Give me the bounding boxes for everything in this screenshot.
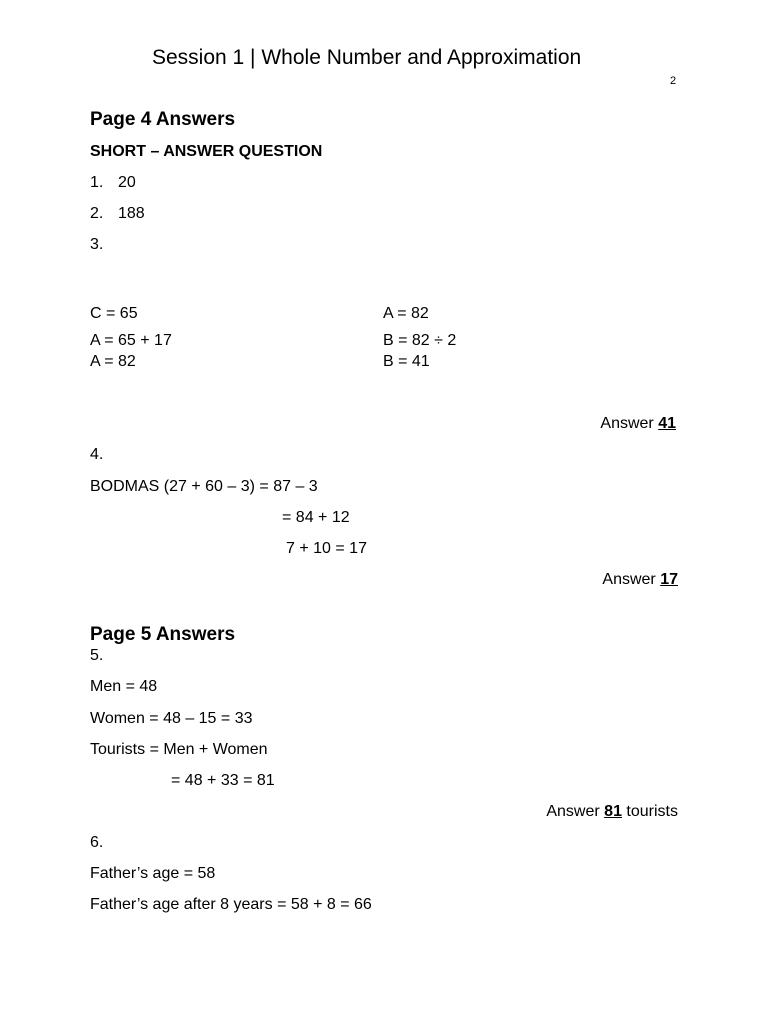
- q4-answer: [602, 571, 678, 589]
- answer-unit: tourists: [626, 803, 678, 820]
- q6-line: Father’s age = 58: [90, 865, 216, 882]
- q6-line: Father’s age after 8 years = 58 + 8 = 66: [90, 896, 372, 913]
- question-2-answer: 188: [118, 205, 145, 222]
- q5-answer: [546, 803, 678, 821]
- q5-line: Tourists = Men + Women: [90, 741, 268, 758]
- question-6-number: 6.: [90, 834, 104, 851]
- q4-line: BODMAS (27 + 60 – 3) = 87 – 3: [90, 478, 318, 495]
- q5-line: Women = 48 – 15 = 33: [90, 710, 253, 727]
- q3-left-line: A = 65 + 17: [90, 332, 172, 349]
- page5-heading: Page 5 Answers: [90, 624, 236, 645]
- page-number: 2: [670, 75, 677, 87]
- answer-label: Answer: [546, 803, 600, 820]
- q3-left-line: A = 82: [90, 353, 136, 370]
- question-2-number: 2.: [90, 205, 104, 222]
- answer-value: 17: [660, 571, 678, 588]
- q3-left-line: C = 65: [90, 305, 138, 322]
- question-3-number: 3.: [90, 236, 104, 253]
- q3-right-line: B = 82 ÷ 2: [383, 332, 457, 349]
- answer-value: 41: [658, 415, 676, 432]
- answer-value: 81: [604, 803, 622, 820]
- page4-heading: Page 4 Answers: [90, 109, 236, 130]
- q5-line: = 48 + 33 = 81: [171, 772, 275, 789]
- question-4-number: 4.: [90, 446, 104, 463]
- q3-right-line: B = 41: [383, 353, 430, 370]
- q5-line: Men = 48: [90, 678, 158, 695]
- answer-label: Answer: [602, 571, 656, 588]
- question-1-answer: 20: [118, 174, 136, 191]
- q3-answer: [600, 415, 676, 433]
- answer-label: Answer: [600, 415, 654, 432]
- page-title: Session 1 | Whole Number and Approximation: [152, 46, 582, 69]
- question-5-number: 5.: [90, 647, 104, 664]
- short-answer-subheading: SHORT – ANSWER QUESTION: [90, 143, 323, 160]
- question-1-number: 1.: [90, 174, 104, 191]
- q4-line: = 84 + 12: [282, 509, 350, 526]
- q4-line: 7 + 10 = 17: [286, 540, 367, 557]
- q3-right-line: A = 82: [383, 305, 429, 322]
